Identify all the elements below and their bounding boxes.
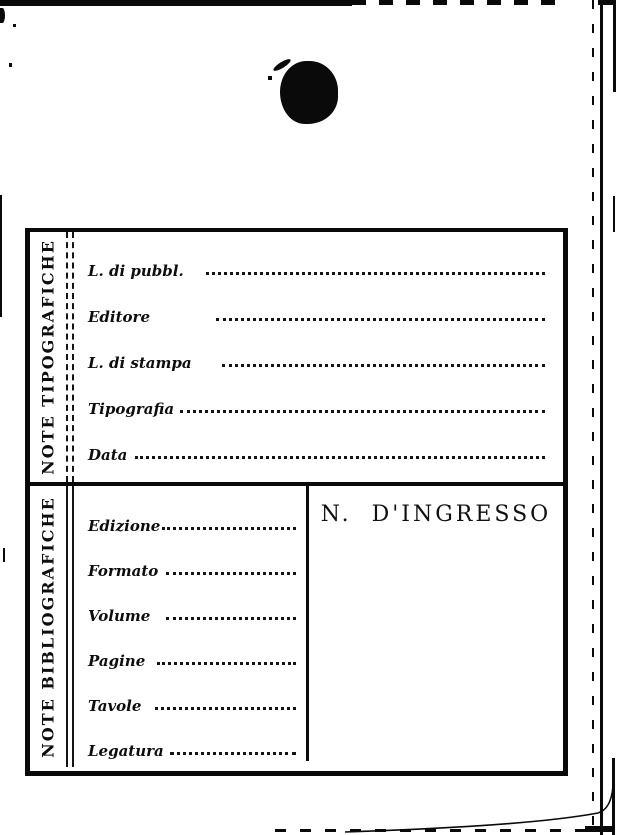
field-label: Pagine bbox=[88, 652, 146, 671]
scan-artifact-left-dot bbox=[9, 63, 12, 67]
field-label: Formato bbox=[88, 562, 159, 581]
scan-artifact-top-band bbox=[0, 0, 352, 6]
scan-artifact-bottom-corner bbox=[585, 826, 613, 832]
scan-artifact-page-edge-bottom bbox=[612, 758, 615, 835]
field-row-data bbox=[88, 418, 545, 464]
dotted-fill-line bbox=[216, 318, 545, 321]
dotted-fill-line bbox=[180, 410, 545, 413]
field-label: L. di pubbl. bbox=[88, 262, 184, 281]
fields-tipografiche bbox=[74, 232, 563, 482]
side-strip-bibliografiche bbox=[30, 486, 66, 767]
scan-artifact-top-band-dashes bbox=[352, 0, 564, 5]
dotted-fill-line bbox=[135, 456, 545, 459]
field-row-pagine bbox=[88, 625, 296, 670]
scan-artifact-left-line bbox=[0, 195, 2, 317]
field-label: Tipografia bbox=[88, 400, 175, 419]
field-label: L. di stampa bbox=[88, 354, 192, 373]
field-row-l-di-pubbl bbox=[88, 234, 545, 280]
side-strip-tipografiche bbox=[30, 232, 66, 482]
catalog-form bbox=[25, 228, 568, 776]
side-label-tipografiche: NOTE TIPOGRAFICHE bbox=[38, 239, 58, 475]
ink-blot-dot bbox=[268, 76, 272, 80]
scan-artifact-left-dot bbox=[13, 24, 16, 27]
dotted-fill-line bbox=[157, 662, 296, 665]
dotted-fill-line bbox=[206, 272, 545, 275]
ink-blot bbox=[280, 61, 338, 124]
scan-artifact-bottom-dashes bbox=[275, 829, 607, 832]
dotted-fill-line bbox=[222, 364, 545, 367]
scan-artifact-left-squiggle bbox=[0, 8, 5, 23]
dotted-fill-line bbox=[166, 617, 296, 620]
field-row-editore bbox=[88, 280, 545, 326]
dotted-fill-line bbox=[166, 572, 296, 575]
dotted-fill-line bbox=[170, 752, 296, 755]
side-label-bibliografiche: NOTE BIBLIOGRAFICHE bbox=[38, 495, 58, 758]
section-note-tipografiche bbox=[30, 232, 563, 486]
field-row-edizione bbox=[88, 490, 296, 535]
field-label: Data bbox=[88, 446, 128, 465]
ingresso-box bbox=[309, 486, 563, 767]
ingresso-title: N. D'INGRESSO bbox=[320, 502, 552, 527]
strip-separator bbox=[66, 232, 74, 482]
field-row-legatura bbox=[88, 715, 296, 760]
scan-artifact-page-edge-top bbox=[613, 0, 616, 92]
field-row-formato bbox=[88, 535, 296, 580]
fields-bibliografiche bbox=[74, 486, 306, 767]
field-label: Volume bbox=[88, 607, 151, 626]
section-note-bibliografiche bbox=[30, 486, 563, 767]
scan-artifact-page-edge-mid bbox=[613, 196, 615, 232]
dotted-fill-line bbox=[155, 707, 296, 710]
strip-separator bbox=[66, 486, 74, 767]
field-label: Legatura bbox=[88, 742, 164, 761]
scan-artifact-right-solid-line bbox=[600, 0, 603, 835]
field-row-tipografia bbox=[88, 372, 545, 418]
field-label: Edizione bbox=[88, 517, 161, 536]
dotted-fill-line bbox=[162, 527, 296, 530]
field-label: Editore bbox=[88, 308, 150, 327]
field-row-l-di-stampa bbox=[88, 326, 545, 372]
field-row-volume bbox=[88, 580, 296, 625]
scan-artifact-left-mark bbox=[3, 548, 5, 562]
field-row-tavole bbox=[88, 670, 296, 715]
scan-artifact-right-dashed-line bbox=[592, 0, 594, 835]
field-label: Tavole bbox=[88, 697, 142, 716]
